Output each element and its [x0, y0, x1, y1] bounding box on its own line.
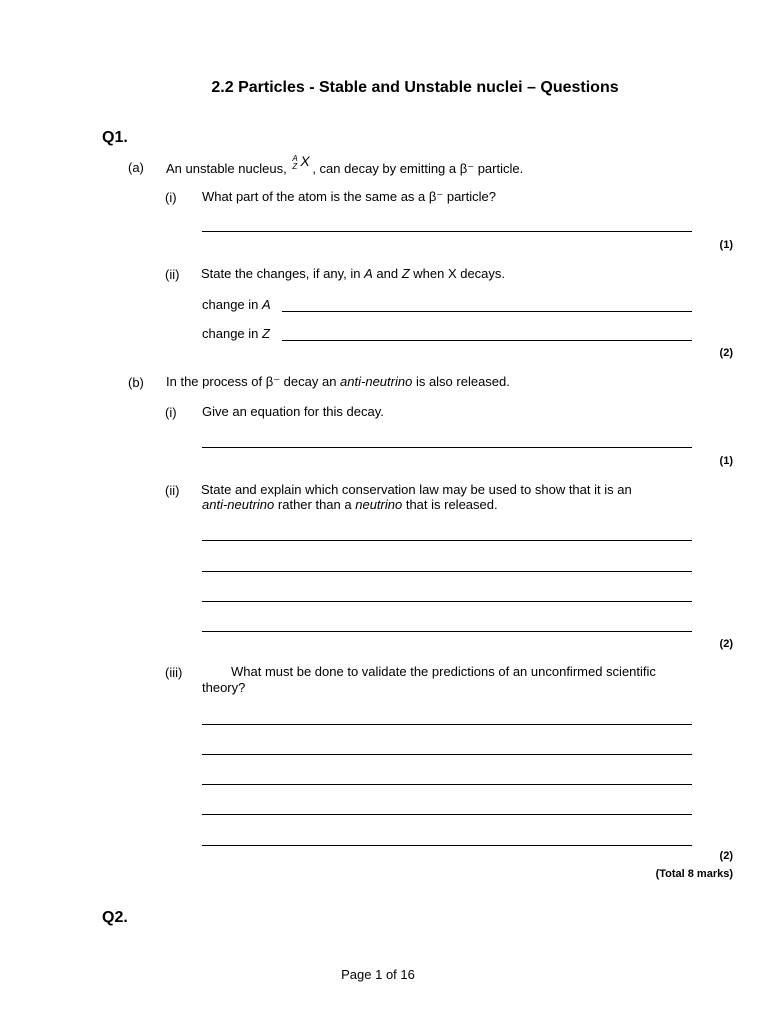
marks-a-ii: (2) [719, 347, 733, 359]
part-b-ii-label: (ii) [165, 483, 180, 498]
answer-line[interactable] [202, 231, 692, 232]
change-z-var: Z [262, 326, 270, 341]
question-2-label: Q2. [102, 909, 128, 926]
answer-line[interactable] [202, 814, 692, 815]
total-marks: (Total 8 marks) [655, 868, 733, 880]
change-z-text: change in [202, 326, 262, 341]
nucleus-symbol [290, 153, 312, 173]
var-a: A [364, 266, 373, 281]
mass-number: A [292, 154, 298, 163]
marks-a-i: (1) [719, 239, 733, 251]
change-z-answer-line[interactable] [282, 340, 692, 341]
var-z: Z [401, 266, 410, 281]
part-a-ii-text [201, 266, 505, 282]
page-title: 2.2 Particles - Stable and Unstable nuclei – Questions [211, 79, 619, 96]
answer-line[interactable] [202, 447, 692, 448]
part-b-i-label: (i) [165, 405, 177, 420]
part-a-ii-text-pre: State the changes, if any, in [201, 266, 365, 281]
part-b-i-text: Give an equation for this decay. [202, 404, 384, 419]
part-b-ii-line2 [202, 497, 498, 513]
marks-b-iii: (2) [719, 850, 733, 862]
part-a-ii-label: (ii) [165, 267, 180, 282]
change-a-label [202, 297, 271, 313]
answer-line[interactable] [202, 845, 692, 846]
part-b-ii-mid: rather than a [274, 497, 356, 512]
question-1-label: Q1. [102, 129, 128, 146]
part-a-text-post: , can decay by emitting a β⁻ particle. [312, 161, 524, 176]
part-a-text-pre: An unstable nucleus, [166, 161, 287, 176]
part-a-ii-text-post: when X decays. [409, 266, 506, 281]
part-b-iii-line2: theory? [202, 680, 246, 695]
page-number: Page 1 of 16 [341, 967, 415, 982]
answer-line[interactable] [202, 631, 692, 632]
change-a-var: A [262, 297, 271, 312]
part-b-label: (b) [128, 375, 144, 390]
answer-line[interactable] [202, 540, 692, 541]
part-a-i-label: (i) [165, 190, 177, 205]
atomic-number: Z [292, 162, 298, 171]
marks-b-ii: (2) [719, 638, 733, 650]
part-b-ii-line1: State and explain which conservation law may be used to show that it is an [201, 482, 632, 497]
part-b-text [166, 374, 510, 390]
answer-line[interactable] [202, 601, 692, 602]
part-b-iii-label: (iii) [165, 665, 183, 680]
answer-line[interactable] [202, 724, 692, 725]
change-z-label [202, 326, 270, 342]
part-b-emph: anti-neutrino [340, 374, 413, 389]
element-symbol: X [300, 153, 310, 169]
part-a-label: (a) [128, 160, 144, 175]
part-b-ii-emph2: neutrino [355, 497, 403, 512]
change-a-text: change in [202, 297, 262, 312]
part-b-ii-post: that is released. [402, 497, 498, 512]
change-a-answer-line[interactable] [282, 311, 692, 312]
part-b-text-pre: In the process of β⁻ decay an [166, 374, 341, 389]
part-a-i-text: What part of the atom is the same as a β⁻ particle? [202, 189, 496, 204]
part-a-text [166, 153, 524, 177]
part-b-text-post: is also released. [412, 374, 510, 389]
answer-line[interactable] [202, 571, 692, 572]
part-a-ii-and: and [372, 266, 402, 281]
answer-line[interactable] [202, 784, 692, 785]
part-b-ii-emph1: anti-neutrino [202, 497, 275, 512]
marks-b-i: (1) [719, 455, 733, 467]
answer-line[interactable] [202, 754, 692, 755]
part-b-iii-line1: What must be done to validate the predictions of an unconfirmed scientific [231, 664, 656, 679]
